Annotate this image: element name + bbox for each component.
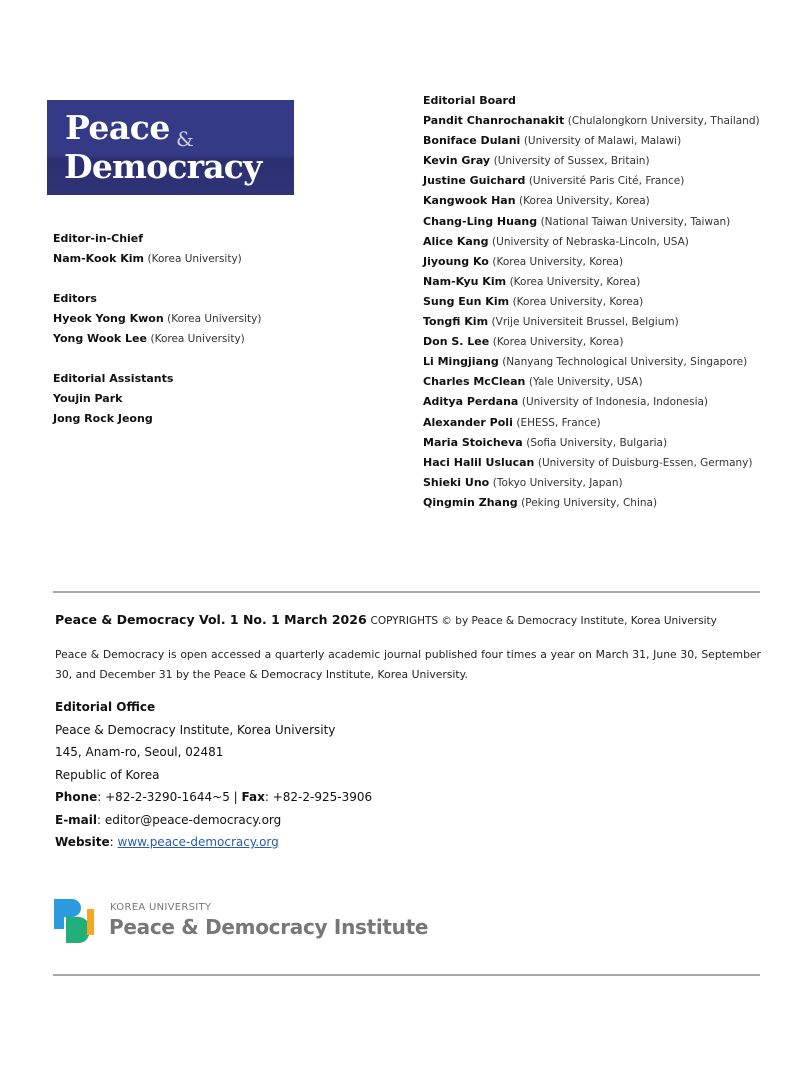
person-name: Jong Rock Jeong <box>53 412 153 425</box>
person-name: Alice Kang <box>423 234 489 248</box>
person-name: Yong Wook Lee <box>53 332 147 345</box>
person-affiliation: (Vrije Universiteit Brussel, Belgium) <box>491 316 679 329</box>
person-affiliation: (Korea University, Korea) <box>512 295 644 308</box>
person-affiliation: (Korea University) <box>147 253 242 265</box>
board-member <box>423 232 783 252</box>
person-affiliation: (Sofia University, Bulgaria) <box>526 436 668 449</box>
person-name: Nam-Kook Kim <box>53 252 145 265</box>
section-title: Editorial Assistants <box>53 372 174 385</box>
journal-logo-democracy: Democracy <box>64 147 262 186</box>
fax-label: Fax <box>241 790 265 804</box>
person-name: Hyeok Yong Kwon <box>53 312 164 325</box>
editors-section <box>53 289 373 349</box>
board-member <box>423 171 783 191</box>
person-name: Kangwook Han <box>423 194 516 208</box>
board-member <box>423 473 783 493</box>
board-member <box>423 151 783 171</box>
editors-column <box>53 229 373 449</box>
email-line: E-mail: editor@peace-democracy.org <box>55 812 282 827</box>
copyright-notice: COPYRIGHTS © by Peace & Democracy Institute, Korea University <box>370 615 717 627</box>
person-affiliation: (EHESS, France) <box>516 416 601 429</box>
person-affiliation: (University of Indonesia, Indonesia) <box>521 396 709 409</box>
volume-line <box>55 612 717 627</box>
divider <box>53 591 760 593</box>
board-member <box>423 372 783 392</box>
person-entry <box>53 249 373 269</box>
journal-logo <box>47 100 294 195</box>
phone-fax-line: Phone: +82-2-3290-1644~5 | Fax: +82-2-925-3906 <box>55 790 373 804</box>
board-member <box>423 292 783 312</box>
address-line: Peace & Democracy Institute, Korea University <box>55 722 336 737</box>
journal-description: Peace & Democracy is open accessed a quarterly academic journal published four times a year on March 31, June 30, September 30, and December 31 by the Peace & Democracy Institute, Korea University. <box>55 648 761 681</box>
email-address: editor@peace-democracy.org <box>104 812 282 827</box>
section-title: Editors <box>53 292 97 305</box>
editor-in-chief-section <box>53 229 373 269</box>
volume-info: Peace & Democracy Vol. 1 No. 1 March 2026 <box>55 612 367 627</box>
fax-number: +82-2-925-3906 <box>272 790 373 804</box>
person-affiliation: (Korea University) <box>167 313 262 325</box>
board-member <box>423 312 783 332</box>
person-name: Kevin Gray <box>423 154 491 168</box>
board-member <box>423 493 783 513</box>
person-affiliation: (Yale University, USA) <box>528 376 643 389</box>
person-name: Shieki Uno <box>423 475 490 489</box>
divider <box>53 974 760 976</box>
institute-university: KOREA UNIVERSITY <box>110 902 212 913</box>
board-member <box>423 453 783 473</box>
person-entry <box>53 309 373 329</box>
person-entry <box>53 329 373 349</box>
person-name: Sung Eun Kim <box>423 294 510 308</box>
person-affiliation: (National Taiwan University, Taiwan) <box>540 215 731 228</box>
person-name: Pandit Chanrochanakit <box>423 114 565 128</box>
board-member <box>423 131 783 151</box>
person-name: Alexander Poli <box>423 415 513 429</box>
person-affiliation: (University of Duisburg-Essen, Germany) <box>537 456 753 469</box>
board-member <box>423 413 783 433</box>
section-title: Editorial Board <box>423 94 516 107</box>
person-affiliation: (University of Nebraska-Lincoln, USA) <box>492 235 689 248</box>
board-member <box>423 433 783 453</box>
board-member <box>423 191 783 211</box>
person-affiliation: (Université Paris Cité, France) <box>528 175 685 188</box>
section-title: Editorial Office <box>55 700 156 714</box>
editorial-board-list <box>423 111 783 513</box>
person-name: Li Mingjiang <box>423 355 499 369</box>
person-affiliation: (Tokyo University, Japan) <box>492 476 623 489</box>
board-member <box>423 212 783 232</box>
phone-label: Phone <box>55 790 98 804</box>
journal-logo-peace: Peace <box>65 108 170 147</box>
journal-logo-ampersand: & <box>176 127 194 151</box>
editorial-board <box>423 91 783 513</box>
section-title: Editor-in-Chief <box>53 232 144 245</box>
website-link[interactable]: www.peace-democracy.org <box>117 835 279 849</box>
person-name: Don S. Lee <box>423 335 490 349</box>
person-name: Youjin Park <box>53 392 123 405</box>
board-member <box>423 111 783 131</box>
board-member <box>423 352 783 372</box>
person-name: Boniface Dulani <box>423 134 521 148</box>
person-affiliation: (Korea University) <box>150 333 245 345</box>
person-affiliation: (Korea University, Korea) <box>509 275 641 288</box>
person-affiliation: (Chulalongkorn University, Thailand) <box>567 115 760 128</box>
phone-number: +82-2-3290-1644~5 <box>105 790 230 804</box>
email-label: E-mail <box>55 812 98 827</box>
board-member <box>423 272 783 292</box>
person-name: Qingmin Zhang <box>423 495 518 509</box>
person-name: Maria Stoicheva <box>423 435 523 449</box>
board-member <box>423 332 783 352</box>
board-member <box>423 252 783 272</box>
person-affiliation: (University of Sussex, Britain) <box>493 155 650 168</box>
address-line: 145, Anam-ro, Seoul, 02481 <box>55 745 224 759</box>
person-affiliation: (Korea University, Korea) <box>492 336 624 349</box>
person-name: Haci Halil Uslucan <box>423 455 535 469</box>
institute-name: Peace & Democracy Institute <box>109 915 429 939</box>
person-name: Jiyoung Ko <box>423 254 489 268</box>
person-affiliation: (University of Malawi, Malawi) <box>523 135 682 148</box>
person-name: Tongfi Kim <box>423 315 489 329</box>
editorial-office <box>55 696 372 854</box>
person-affiliation: (Korea University, Korea) <box>519 195 650 208</box>
person-affiliation: (Nanyang Technological University, Singapore) <box>502 356 748 369</box>
person-affiliation: (Korea University, Korea) <box>492 255 624 268</box>
person-name: Nam-Kyu Kim <box>423 274 507 288</box>
person-affiliation: (Peking University, China) <box>521 496 658 509</box>
website-label: Website <box>55 835 110 849</box>
institute-logo <box>54 899 429 949</box>
person-name: Aditya Perdana <box>423 395 519 409</box>
board-member <box>423 392 783 412</box>
editorial-assistants-section <box>53 369 373 429</box>
address-line: Republic of Korea <box>55 767 160 782</box>
person-name: Charles McClean <box>423 375 526 389</box>
website-line: Website: www.peace-democracy.org <box>55 835 279 849</box>
person-name: Justine Guichard <box>423 174 526 188</box>
person-name: Chang-Ling Huang <box>423 214 538 228</box>
pdi-logo-mark-icon <box>54 899 98 943</box>
